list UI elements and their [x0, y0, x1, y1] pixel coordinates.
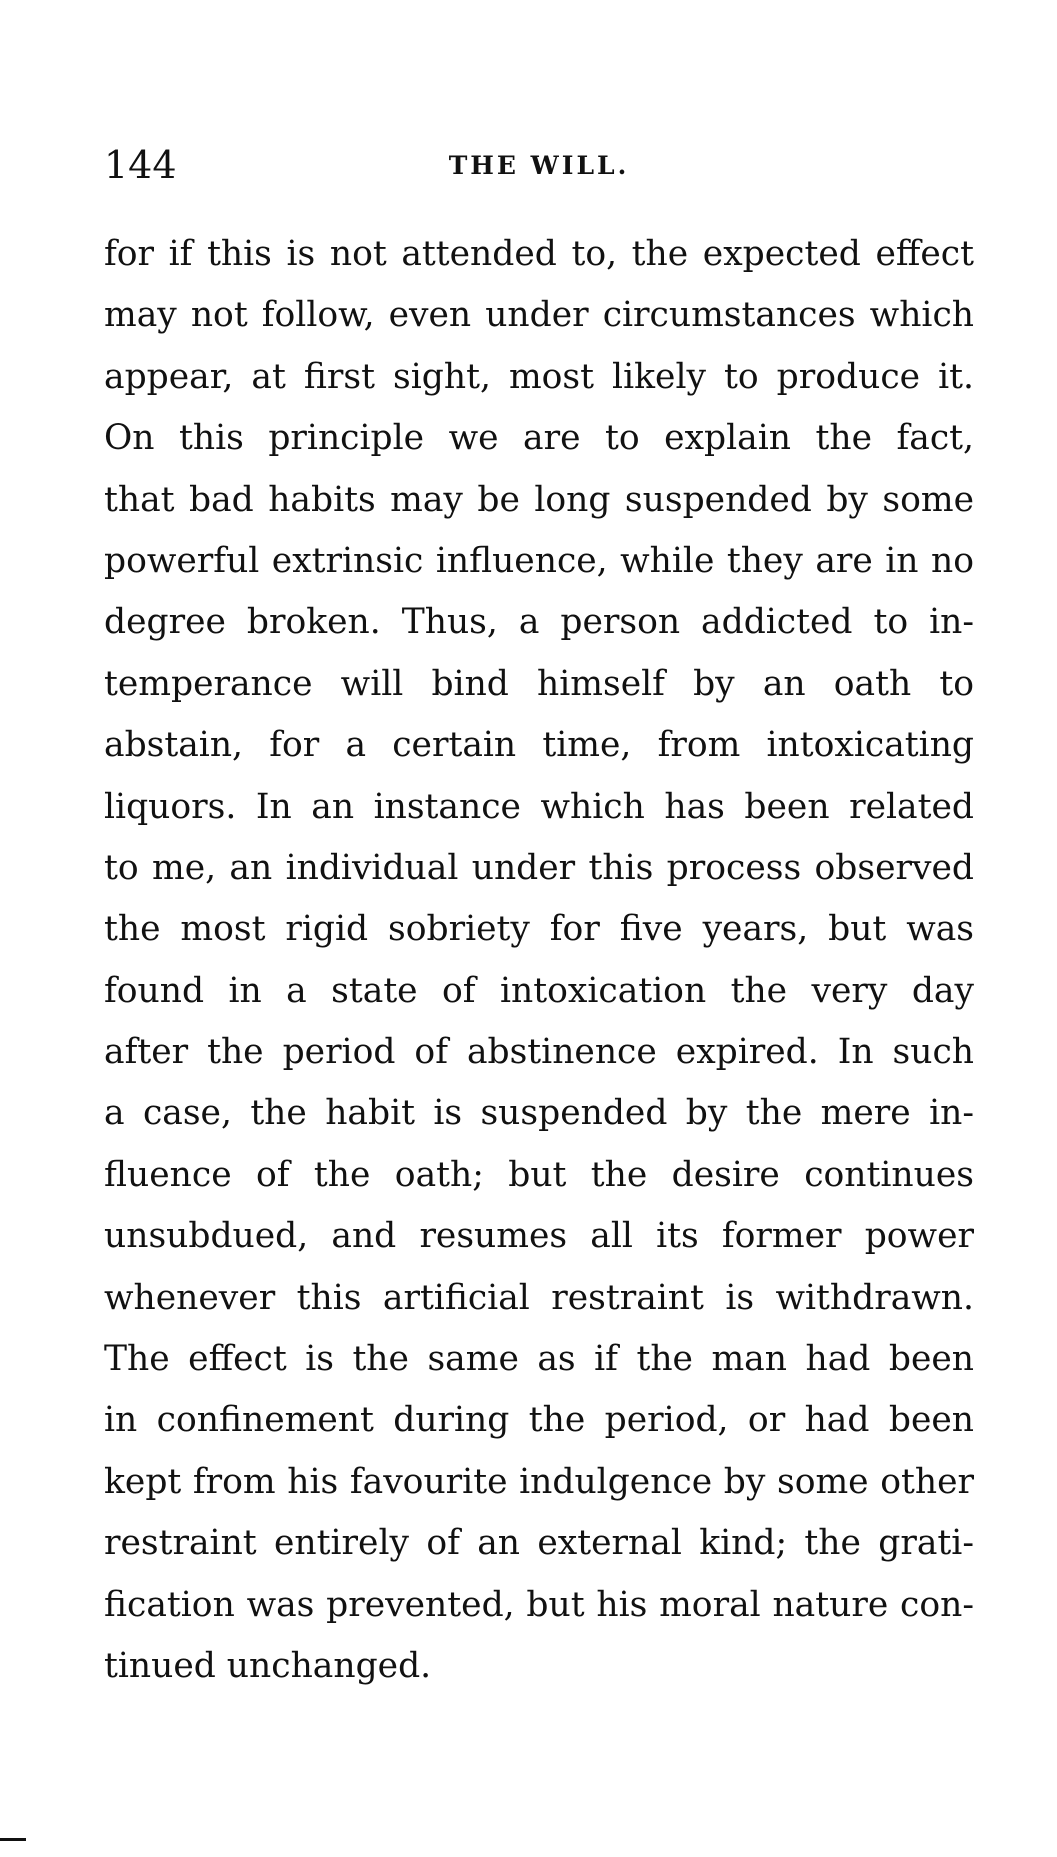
text-line: appear, at first sight, most likely to produce it.: [104, 356, 974, 397]
text-line: liquors. In an instance which has been related: [104, 786, 974, 827]
running-head: [104, 140, 974, 190]
text-line: that bad habits may be long suspended by some: [104, 479, 974, 520]
text-line: degree broken. Thus, a person addicted to in-: [104, 602, 974, 643]
text-line: in confinement during the period, or had been: [104, 1400, 974, 1441]
text-line: fication was prevented, but his moral nature con-: [104, 1584, 974, 1625]
text-line: tinued unchanged.: [104, 1645, 432, 1686]
text-line: for if this is not attended to, the expected effect: [104, 234, 974, 274]
text-line: a case, the habit is suspended by the mere in-: [104, 1093, 974, 1134]
text-line: restraint entirely of an external kind; the grati-: [104, 1523, 974, 1564]
text-line: kept from his favourite indulgence by some other: [104, 1461, 974, 1502]
page-number: 144: [104, 143, 177, 187]
text-line: after the period of abstinence expired. In such: [104, 1032, 974, 1073]
text-line: powerful extrinsic influence, while they are in no: [104, 540, 974, 581]
text-line: abstain, for a certain time, from intoxicating: [104, 725, 974, 766]
text-line: unsubdued, and resumes all its former power: [104, 1216, 974, 1257]
text-line: to me, an individual under this process observed: [104, 847, 974, 888]
text-line: the most rigid sobriety for five years, but was: [104, 909, 974, 950]
text-line: found in a state of intoxication the very day: [104, 970, 974, 1011]
running-title: THE WILL.: [448, 151, 630, 180]
body-text: [104, 224, 974, 1697]
text-line: temperance will bind himself by an oath to: [104, 663, 974, 704]
text-line: fluence of the oath; but the desire continues: [104, 1154, 974, 1195]
text-line: whenever this artificial restraint is withdrawn.: [104, 1277, 974, 1318]
margin-mark: [0, 1838, 26, 1841]
text-line: The effect is the same as if the man had been: [104, 1339, 974, 1380]
text-line: may not follow, even under circumstances which: [104, 295, 974, 336]
text-line: On this principle we are to explain the fact,: [104, 418, 974, 459]
